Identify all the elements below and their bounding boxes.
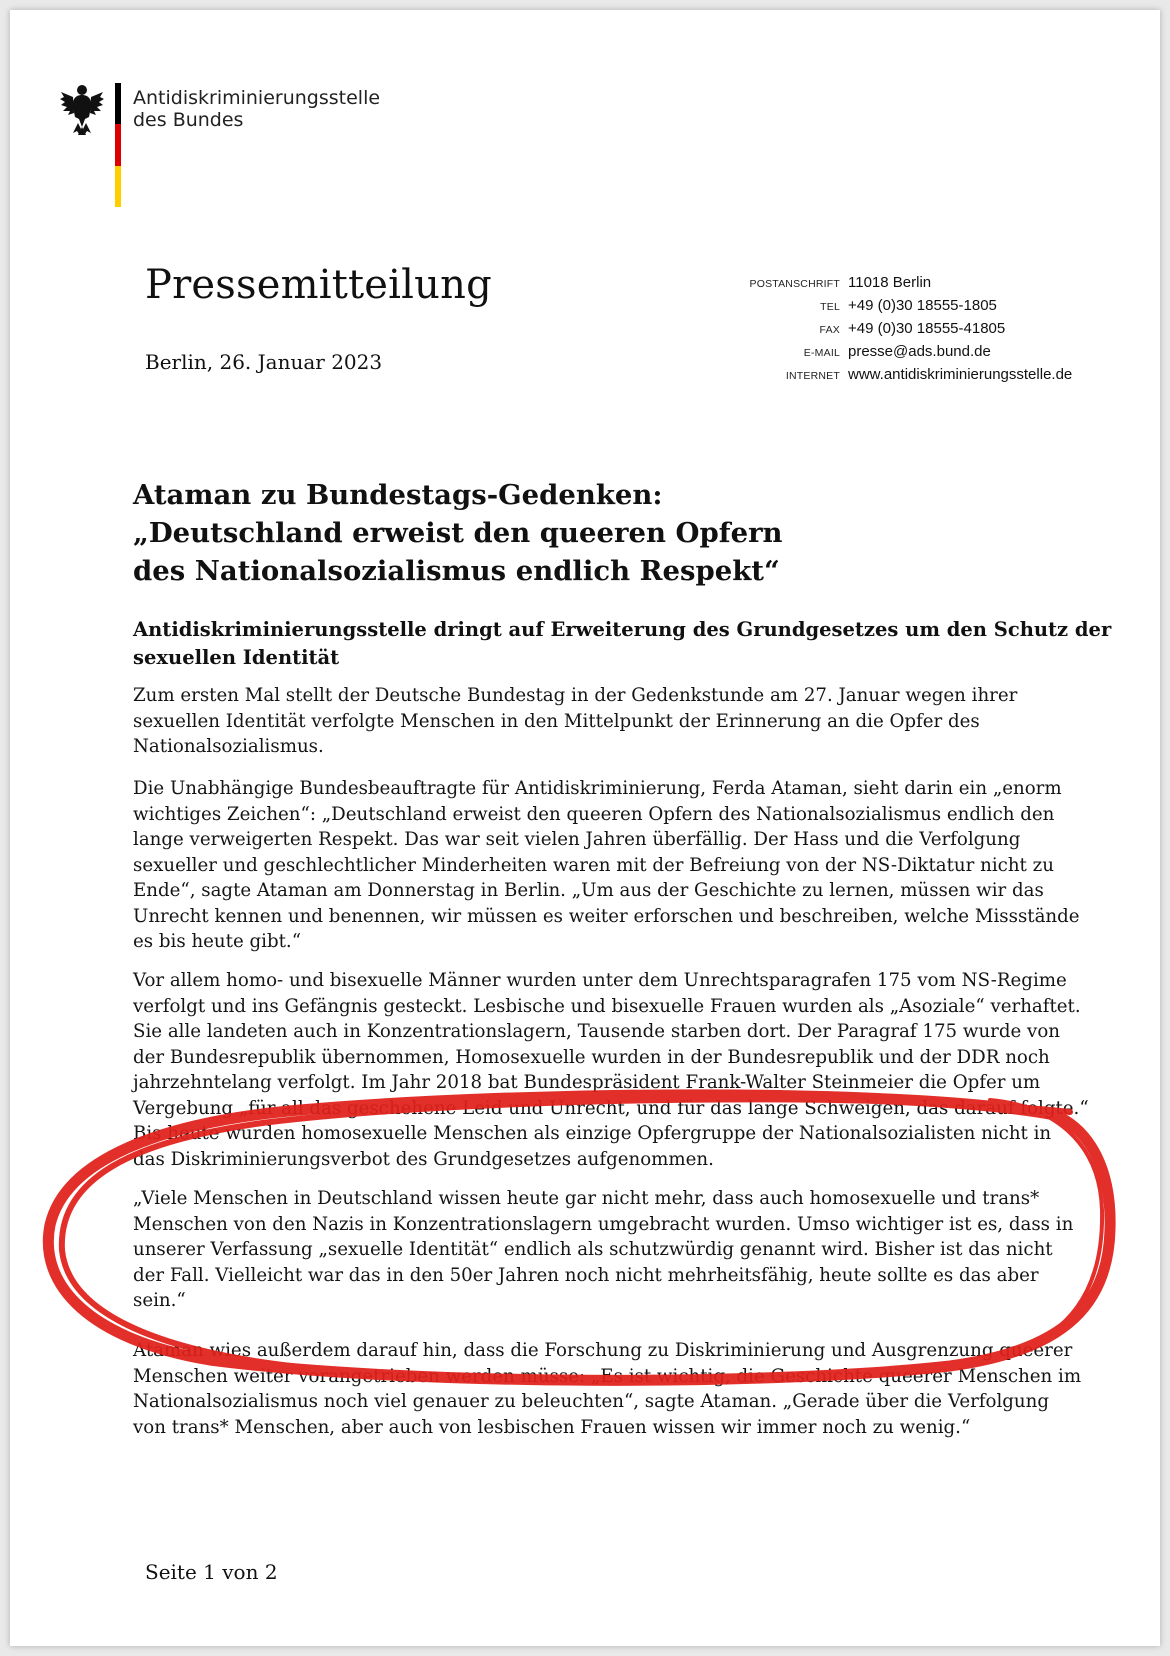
subheadline (133, 616, 1112, 672)
paragraph (133, 1186, 1073, 1314)
contact-row (650, 343, 1050, 366)
paragraph-line: „Viele Menschen in Deutschland wissen heute gar nicht mehr, dass auch homosexuelle und trans* (133, 1188, 1040, 1209)
contact-label: FAX (819, 324, 840, 336)
contact-label: POSTANSCHRIFT (749, 278, 840, 290)
paragraph-line: Menschen von den Nazis in Konzentrationslagern umgebracht wurden. Umso wichtiger ist es, dass in (133, 1213, 1074, 1235)
contact-row (650, 297, 1050, 320)
paragraph-line: Vergebung „für all das geschehene Leid und Unrecht, und für das lange Schweigen, das darauf folgte.“ (133, 1097, 1089, 1119)
paragraph-line: Unrecht kennen und benennen, wir müssen es weiter erforschen und beschreiben, welche Missstände (133, 905, 1080, 927)
paragraph-line: es bis heute gibt.“ (133, 931, 301, 952)
flag-bar (115, 83, 121, 207)
paragraph-line: der Fall. Vielleicht war das in den 50er Jahren noch nicht mehrheitsfähig, heute sollte es das aber (133, 1264, 1039, 1286)
contact-label: TEL (820, 301, 840, 313)
subheadline-line: Antidiskriminierungsstelle dringt auf Erweiterung des Grundgesetzes um den Schutz der (133, 618, 1112, 641)
paragraph-line: von trans* Menschen, aber auch von lesbischen Frauen wissen wir immer noch zu wenig.“ (133, 1416, 971, 1438)
flag-stripe-gold (115, 166, 121, 207)
org-name-line: Antidiskriminierungsstelle (133, 87, 381, 109)
paragraph-line: wichtiges Zeichen“: „Deutschland erweist den queeren Opfern des Nationalsozialismus endlich den (133, 803, 1055, 825)
contact-value: presse@ads.bund.de (848, 343, 991, 360)
contact-value: www.antidiskriminierungsstelle.de (848, 366, 1073, 383)
paragraph-line: Zum ersten Mal stellt der Deutsche Bundestag in der Gedenkstunde am 27. Januar wegen ihrer (133, 685, 1018, 706)
paragraph-line: sein.“ (133, 1290, 186, 1311)
paragraph (133, 968, 1089, 1172)
contact-value: 11018 Berlin (848, 274, 932, 291)
paragraph (133, 776, 1080, 955)
headline-line: Ataman zu Bundestags-Gedenken: (133, 479, 663, 511)
org-name-line: des Bundes (133, 109, 244, 131)
paragraph-line: verfolgt und ins Gefängnis gesteckt. Lesbische und bisexuelle Frauen wurden als „Asoziale“ verhaftet. (133, 995, 1081, 1017)
headline-line: des Nationalsozialismus endlich Respekt“ (133, 555, 780, 587)
paragraph-line: Die Unabhängige Bundesbeauftragte für Antidiskriminierung, Ferda Ataman, sieht darin ein „enorm (133, 778, 1062, 799)
paragraph-line: Menschen weiter vorangetrieben werden müsse: „Es ist wichtig, die Geschichte queerer Menschen im (133, 1365, 1082, 1387)
paragraph-line: jahrzehntelang verfolgt. Im Jahr 2018 bat Bundespräsident Frank-Walter Steinmeier die Opfer um (133, 1072, 1041, 1093)
paragraph-line: unserer Verfassung „sexuelle Identität“ endlich als schutzwürdig genannt wird. Bisher ist das nicht (133, 1239, 1053, 1260)
press-release-page (10, 10, 1160, 1646)
org-name (133, 87, 380, 131)
page-number: Seite 1 von 2 (145, 1560, 278, 1584)
flag-stripe-red (115, 124, 121, 165)
paragraph-line: sexuellen Identität verfolgte Menschen in den Mittelpunkt der Erinnerung an die Opfer des (133, 710, 980, 732)
paragraph-line: Nationalsozialismus noch viel genauer zu beleuchten“, sagte Ataman. „Gerade über die Verfolgung (133, 1391, 1049, 1412)
paragraph-line: Bis heute wurden homosexuelle Menschen als einzige Opfergruppe der Nationalsozialisten nicht in (133, 1123, 1052, 1144)
document-title: Pressemitteilung (145, 262, 492, 308)
paragraph-line: das Diskriminierungsverbot des Grundgesetzes aufgenommen. (133, 1148, 714, 1170)
contact-block (650, 274, 1073, 389)
paragraph (133, 683, 1017, 760)
headline-line: „Deutschland erweist den queeren Opfern (133, 517, 783, 549)
paragraph-line: Vor allem homo- und bisexuelle Männer wurden unter dem Unrechtsparagrafen 175 vom NS-Regime (133, 970, 1067, 991)
subheadline-line: sexuellen Identität (133, 646, 340, 669)
contact-value: +49 (0)30 18555-41805 (848, 320, 1006, 337)
contact-value: +49 (0)30 18555-1805 (848, 297, 997, 314)
federal-eagle-icon (60, 83, 104, 135)
flag-stripe-black (115, 83, 121, 124)
paragraph-line: Ende“, sagte Ataman am Donnerstag in Berlin. „Um aus der Geschichte zu lernen, müssen wir das (133, 880, 1044, 901)
paragraph-line: der Bundesrepublik übernommen, Homosexuelle wurden in der Bundesrepublik und der DDR noch (133, 1046, 1050, 1068)
paragraph-line: Nationalsozialismus. (133, 736, 324, 757)
paragraph-line: Sie alle landeten auch in Konzentrationslagern, Tausende starben dort. Der Paragraf 175 wurde von (133, 1021, 1060, 1042)
headline (133, 476, 783, 590)
contact-row (650, 366, 1073, 389)
paragraph-line: Ataman wies außerdem darauf hin, dass die Forschung zu Diskriminierung und Ausgrenzung queerer (133, 1340, 1073, 1361)
contact-label: E-MAIL (803, 347, 840, 359)
paragraph-line: lange verweigerten Respekt. Das war seit vielen Jahren überfällig. Der Hass und die Verfolgung (133, 829, 1021, 850)
contact-row (650, 320, 1050, 343)
contact-row (650, 274, 1050, 297)
contact-label: INTERNET (785, 370, 840, 382)
paragraph-line: sexueller und geschlechtlicher Minderheiten waren mit der Befreiung von der NS-Diktatur nicht zu (133, 854, 1054, 876)
date-line: Berlin, 26. Januar 2023 (145, 350, 383, 374)
agency-logo (60, 83, 410, 213)
paragraph (133, 1338, 1081, 1440)
